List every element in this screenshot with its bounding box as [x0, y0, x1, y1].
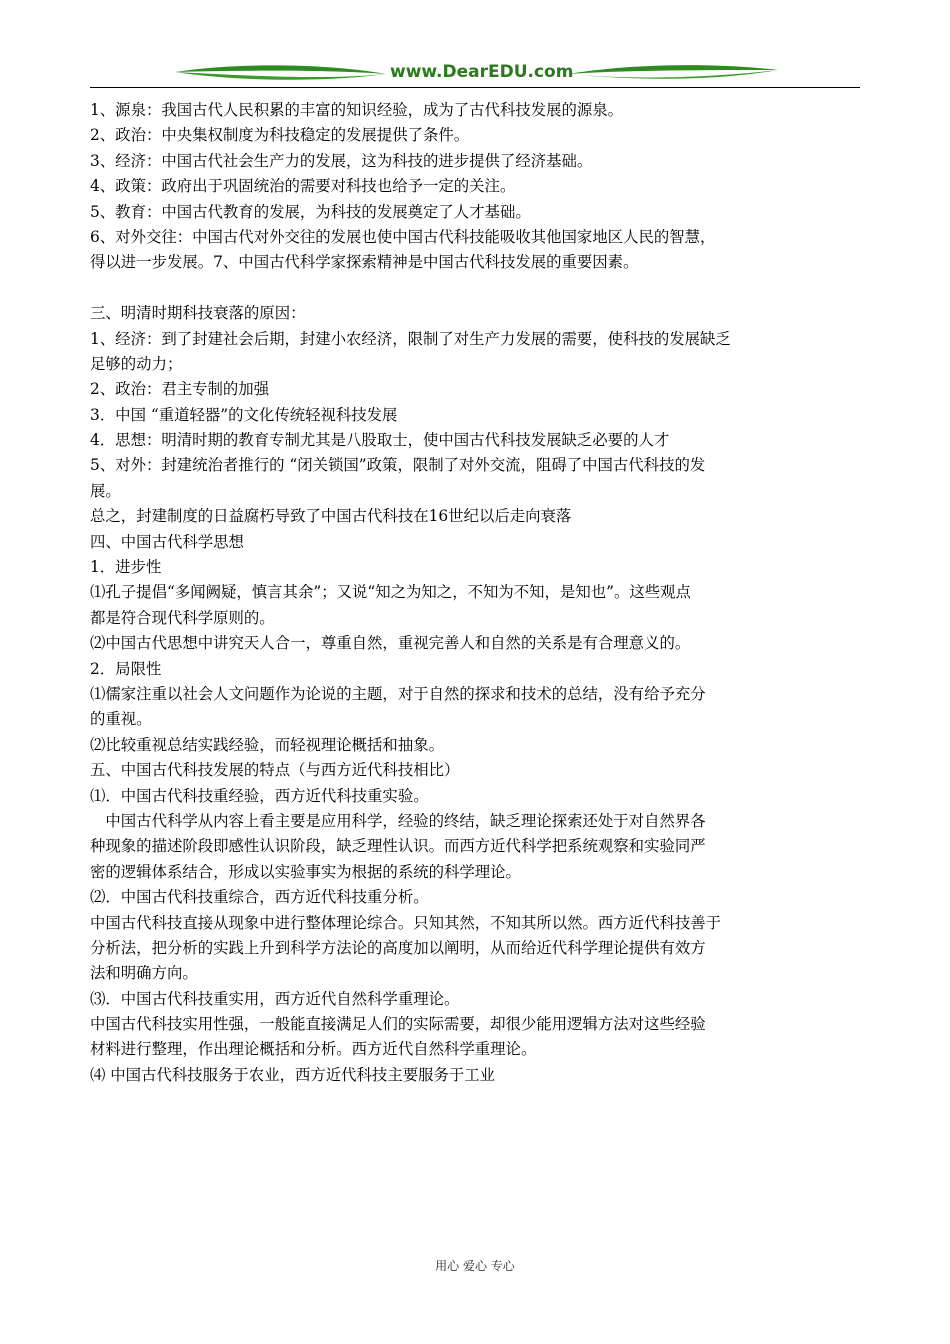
site-brand[interactable]: www.DearEDU.com — [390, 62, 574, 82]
text-line: 2、政治：君主专制的加强 — [90, 380, 270, 399]
text-line: 1．进步性 — [90, 558, 162, 577]
text-line: ⑵比较重视总结实践经验，而轻视理论概括和抽象。 — [90, 735, 444, 754]
text-line: 1、经济：到了封建社会后期，封建小农经济，限制了对生产力发展的需要，使科技的发展缺乏 — [90, 329, 731, 348]
text-line: 三、明清时期科技衰落的原因： — [90, 304, 306, 323]
text-line: 5、对外：封建统治者推行的 “闭关锁国”政策，限制了对外交流，阻碍了中国古代科技的发 — [90, 456, 706, 475]
text-line: 6、对外交往：中国古代对外交往的发展也使中国古代科技能吸收其他国家地区人民的智慧， — [90, 227, 716, 246]
text-line: 中国古代科技实用性强，一般能直接满足人们的实际需要，却很少能用逻辑方法对这些经验 — [90, 1015, 706, 1034]
text-line: 都是符合现代科学原则的。 — [90, 608, 275, 627]
text-line: 中国古代科学从内容上看主要是应用科学，经验的终结，缺乏理论探索还处于对自然界各 — [90, 811, 706, 830]
text-line: 足够的动力； — [90, 354, 183, 373]
page-header — [90, 58, 860, 92]
text-line: 分析法，把分析的实践上升到科学方法论的高度加以阐明，从而给近代科学理论提供有效方 — [90, 938, 706, 957]
text-line: 法和明确方向。 — [90, 964, 198, 983]
text-line: 2、政治：中央集权制度为科技稳定的发展提供了条件。 — [90, 126, 470, 145]
text-line: ⑴孔子提倡“多闻阙疑，慎言其余”；又说“知之为知之，不知为不知，是知也”。这些观点 — [90, 583, 691, 602]
text-line: 3、经济：中国古代社会生产力的发展，这为科技的进步提供了经济基础。 — [90, 151, 593, 170]
text-line: ⑷ 中国古代科技服务于农业，西方近代科技主要服务于工业 — [90, 1065, 496, 1084]
text-line: 密的逻辑体系结合，形成以实验事实为根据的系统的科学理论。 — [90, 862, 521, 881]
text-line: 4．思想：明清时期的教育专制尤其是八股取士，使中国古代科技发展缺乏必要的人才 — [90, 431, 670, 450]
page-footer: 用心 爱心 专心 — [435, 1259, 515, 1273]
text-line: 总之，封建制度的日益腐朽导致了中国古代科技在16世纪以后走向衰落 — [90, 507, 572, 526]
text-line: 2．局限性 — [90, 659, 162, 678]
text-line: ⑴．中国古代科技重经验，西方近代科技重实验。 — [90, 786, 429, 805]
text-line: ⑶．中国古代科技重实用，西方近代自然科学重理论。 — [90, 989, 460, 1008]
document-body — [90, 98, 862, 1088]
text-line: ⑴儒家注重以社会人文问题作为论说的主题，对于自然的探求和技术的总结，没有给予充分 — [90, 684, 706, 703]
text-line: ⑵中国古代思想中讲究天人合一，尊重自然，重视完善人和自然的关系是有合理意义的。 — [90, 634, 691, 653]
text-line: ⑵．中国古代科技重综合，西方近代科技重分析。 — [90, 888, 429, 907]
text-line: 的重视。 — [90, 710, 152, 729]
text-line: 3．中国 “重道轻器”的文化传统轻视科技发展 — [90, 405, 398, 424]
header-divider — [90, 87, 860, 88]
text-line: 得以进一步发展。7、中国古代科学家探索精神是中国古代科技发展的重要因素。 — [90, 253, 639, 272]
text-line: 中国古代科技直接从现象中进行整体理论综合。只知其然，不知其所以然。西方近代科技善于 — [90, 913, 722, 932]
text-line: 4、政策：政府出于巩固统治的需要对科技也给予一定的关注。 — [90, 177, 516, 196]
text-line: 材料进行整理，作出理论概括和分析。西方近代自然科学重理论。 — [90, 1040, 537, 1059]
text-line: 种现象的描述阶段即感性认识阶段，缺乏理性认识。而西方近代科学把系统观察和实验同严 — [90, 837, 706, 856]
text-line: 1、源泉：我国古代人民积累的丰富的知识经验，成为了古代科技发展的源泉。 — [90, 101, 624, 119]
blank-line — [90, 276, 862, 301]
text-line: 5、教育：中国古代教育的发展，为科技的发展奠定了人才基础。 — [90, 202, 531, 221]
text-line: 五、中国古代科技发展的特点（与西方近代科技相比） — [90, 761, 460, 780]
text-line: 展。 — [90, 481, 121, 500]
text-line: 四、中国古代科学思想 — [90, 532, 244, 551]
